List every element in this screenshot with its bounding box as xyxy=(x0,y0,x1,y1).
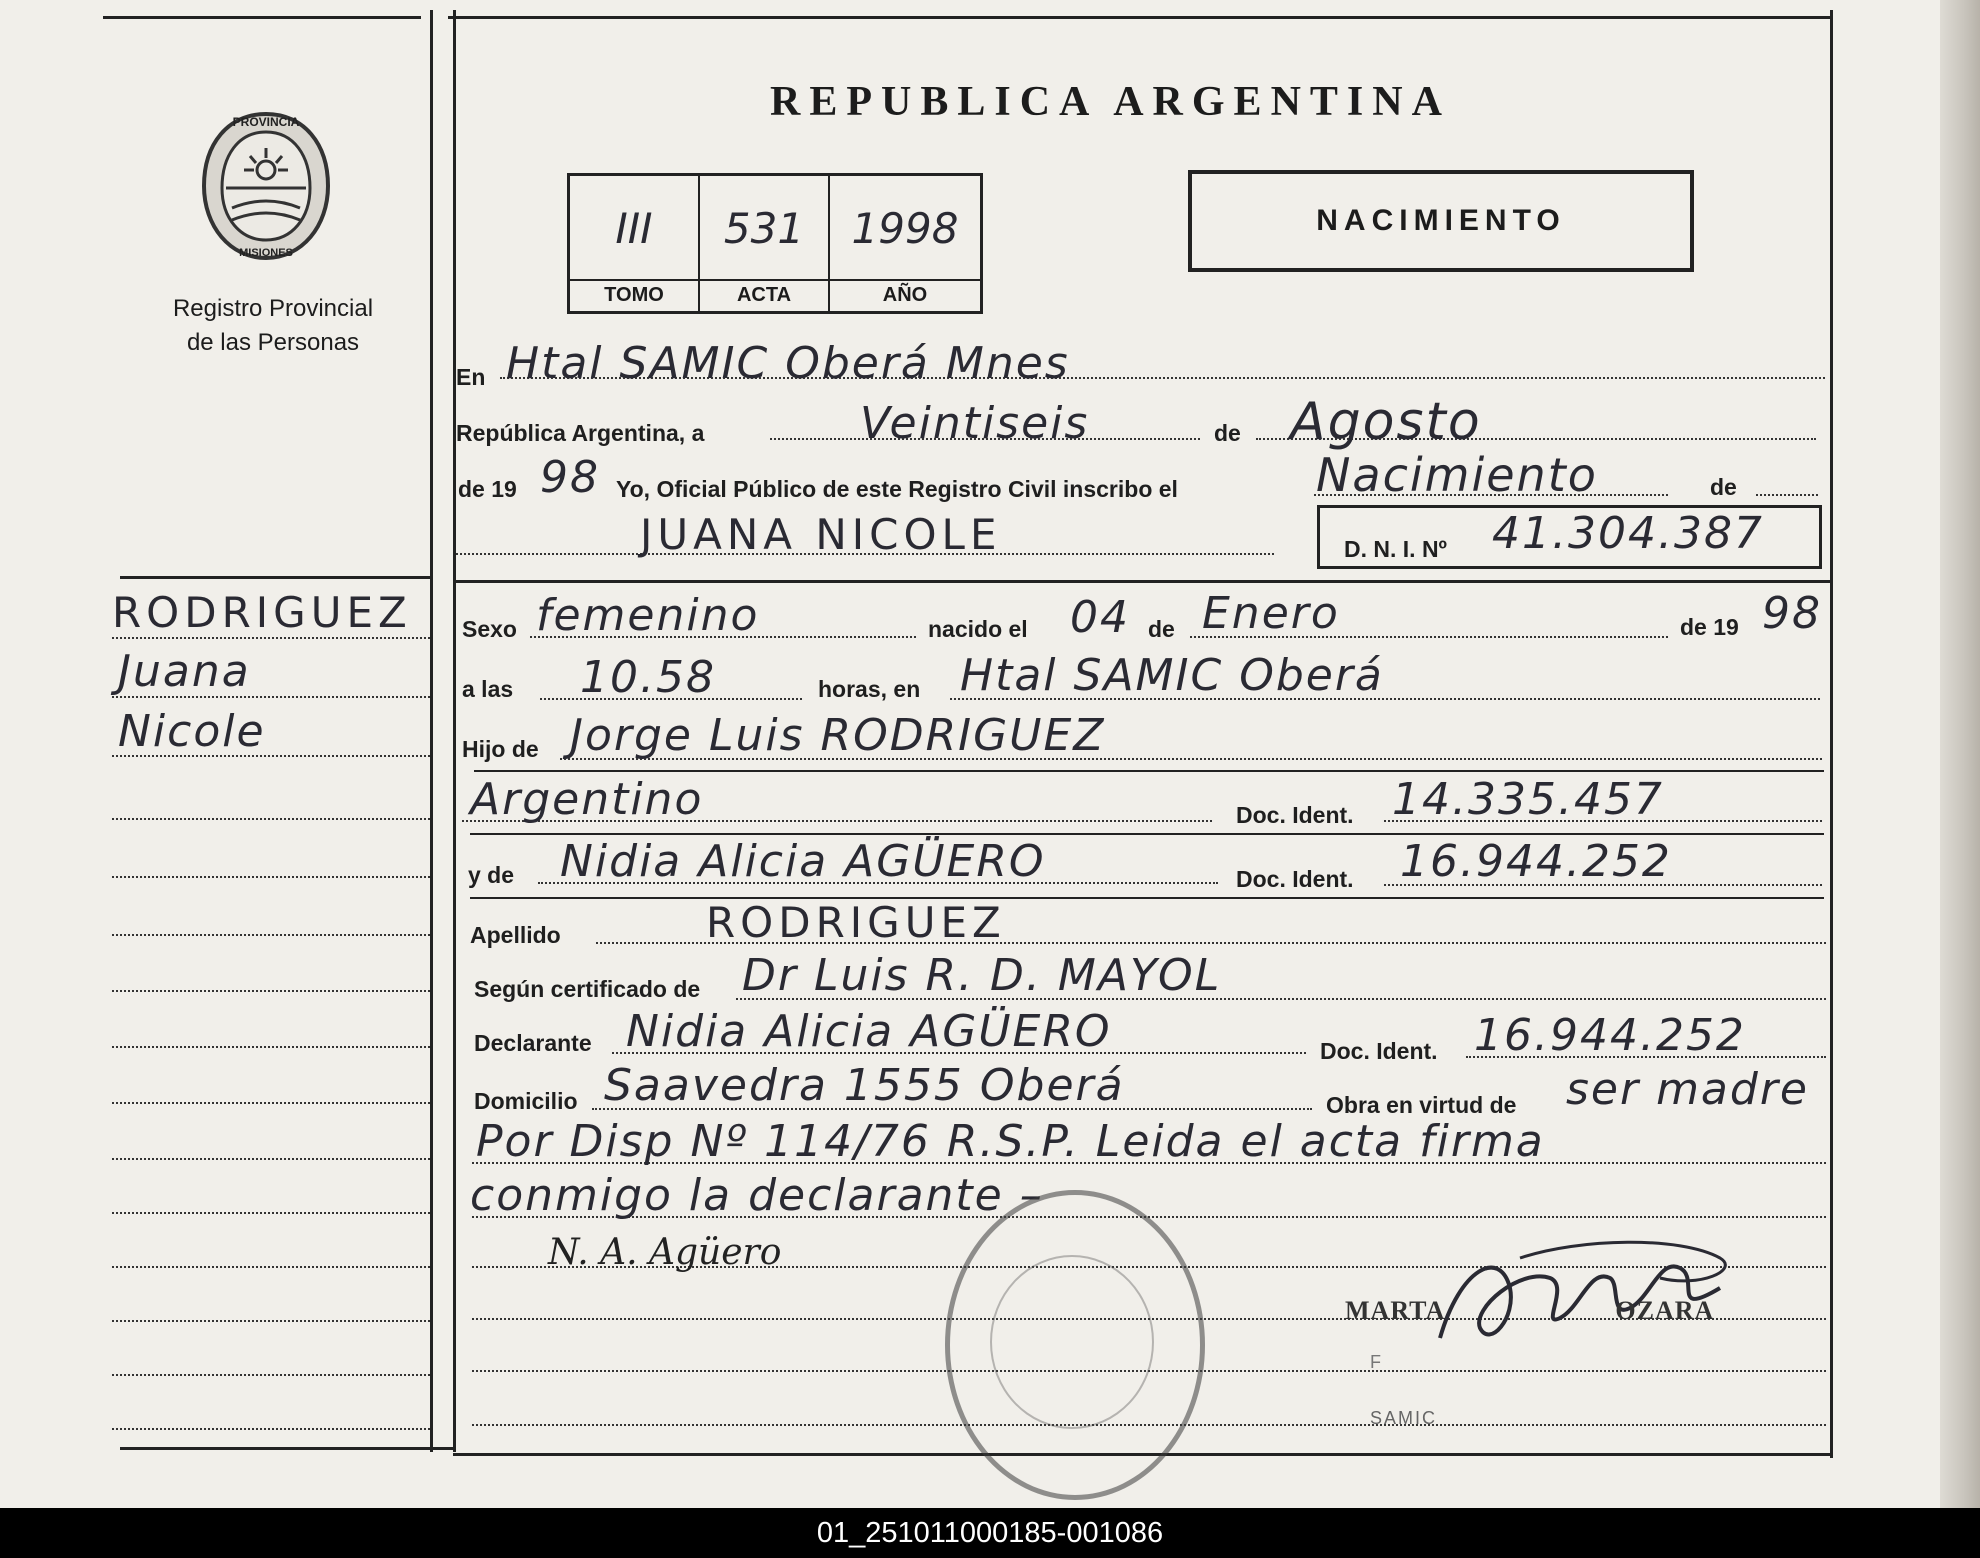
nationality-rule xyxy=(470,833,1824,835)
binding-edge xyxy=(1940,0,1980,1508)
tomo-label: TOMO xyxy=(604,284,664,306)
margin-line xyxy=(112,876,430,878)
yde-label: y de xyxy=(468,862,515,888)
child-name-value: JUANA NICOLE xyxy=(640,510,1002,559)
acta-label: ACTA xyxy=(736,284,792,306)
ano-value: 1998 xyxy=(851,204,959,253)
form-left-border xyxy=(453,10,456,1452)
document-title: REPUBLICA ARGENTINA xyxy=(770,79,1451,125)
de-label: de xyxy=(1214,420,1241,446)
nacido-label: nacido el xyxy=(928,616,1028,642)
act-value: Nacimiento xyxy=(1316,448,1598,502)
father-rule xyxy=(474,770,1824,772)
ano-label: AÑO xyxy=(882,284,928,306)
officer-name-part-1: MARTA xyxy=(1345,1296,1446,1325)
mother-value: Nidia Alicia AGÜERO xyxy=(560,836,1046,887)
declarante-label: Declarante xyxy=(474,1030,592,1056)
misiones-coat-of-arms-icon xyxy=(196,108,336,266)
dni-box xyxy=(1317,505,1822,569)
left-top-rule xyxy=(103,16,421,19)
margin-first-name: Juana xyxy=(118,646,251,697)
sexo-label: Sexo xyxy=(462,616,517,642)
margin-line xyxy=(112,1046,430,1048)
father-value: Jorge Luis RODRIGUEZ xyxy=(570,710,1106,761)
registry-line-2: de las Personas xyxy=(186,329,360,356)
remarks-line-1: Por Disp Nº 114/76 R.S.P. Leida el acta firma xyxy=(476,1116,1545,1167)
left-column-border xyxy=(430,10,433,1452)
month-value: Agosto xyxy=(1290,392,1482,452)
margin-line xyxy=(112,1428,430,1430)
certificate-value: Dr Luis R. D. MAYOL xyxy=(742,950,1222,1001)
margin-line xyxy=(112,1320,430,1322)
registry-name xyxy=(108,292,438,360)
de-label-2: de xyxy=(1710,474,1737,500)
republica-label: República Argentina, a xyxy=(456,420,705,446)
hour-value: 10.58 xyxy=(580,652,716,703)
margin-line xyxy=(112,1374,430,1376)
margin-line xyxy=(112,990,430,992)
svg-text:MISIONES: MISIONES xyxy=(239,247,293,259)
alas-label: a las xyxy=(462,676,514,702)
margin-line xyxy=(112,637,430,639)
en-label: En xyxy=(456,364,486,390)
form-right-border xyxy=(1830,10,1833,1458)
official-stamp xyxy=(945,1190,1205,1500)
yo-oficial-label: Yo, Oficial Público de este Registro Civil inscribo el xyxy=(616,476,1178,502)
book-reference-box xyxy=(567,173,983,314)
margin-line xyxy=(112,818,430,820)
birth-day-value: 04 xyxy=(1070,592,1130,643)
right-top-rule xyxy=(448,16,1830,19)
domicilio-value: Saavedra 1555 Oberá xyxy=(604,1060,1125,1111)
declarante-doc-value: 16.944.252 xyxy=(1474,1010,1746,1061)
apellido-value: RODRIGUEZ xyxy=(706,898,1006,947)
remarks-line-2: conmigo la declarante – xyxy=(470,1170,1044,1221)
ano-cell xyxy=(830,176,980,311)
birth-year-value: 98 xyxy=(1762,588,1822,639)
acta-cell xyxy=(700,176,830,311)
officer-place: SAMIC xyxy=(1370,1408,1438,1428)
mother-rule xyxy=(470,897,1824,899)
birth-month-value: Enero xyxy=(1202,588,1340,639)
stamp-inner-ring xyxy=(990,1255,1154,1429)
act-line xyxy=(1314,494,1668,496)
horas-label: horas, en xyxy=(818,676,921,702)
declarante-doc-label: Doc. Ident. xyxy=(1320,1038,1438,1064)
father-doc-value: 14.335.457 xyxy=(1392,774,1664,825)
acta-value: 531 xyxy=(723,204,805,253)
obra-label: Obra en virtud de xyxy=(1326,1092,1517,1118)
margin-line xyxy=(112,934,430,936)
de19-label-2: de 19 xyxy=(1680,614,1739,640)
father-doc-label: Doc. Ident. xyxy=(1236,802,1354,828)
margin-line xyxy=(112,1158,430,1160)
mother-doc-value: 16.944.252 xyxy=(1400,836,1672,887)
year-value: 98 xyxy=(540,452,600,503)
margin-surname: RODRIGUEZ xyxy=(112,588,412,637)
birth-place-value: Htal SAMIC Oberá xyxy=(960,650,1384,701)
domicilio-label: Domicilio xyxy=(474,1088,578,1114)
declarante-value: Nidia Alicia AGÜERO xyxy=(626,1006,1112,1057)
dni-label: D. N. I. Nº xyxy=(1344,536,1447,562)
image-id-caption: 01_251011000185-001086 xyxy=(0,1508,1980,1558)
registry-line-1: Registro Provincial xyxy=(172,295,374,322)
place-value: Htal SAMIC Oberá Mnes xyxy=(506,338,1070,389)
svg-text:PROVINCIA: PROVINCIA xyxy=(232,115,300,129)
margin-line xyxy=(112,1102,430,1104)
dni-value: 41.304.387 xyxy=(1492,508,1764,559)
margin-top-rule xyxy=(120,576,430,579)
de19-label: de 19 xyxy=(458,476,517,502)
mother-doc-label: Doc. Ident. xyxy=(1236,866,1354,892)
tomo-cell xyxy=(570,176,700,311)
act-line-end xyxy=(1756,494,1818,496)
margin-line xyxy=(112,1266,430,1268)
apellido-label: Apellido xyxy=(470,922,561,948)
declarant-signature: N. A. Agüero xyxy=(548,1232,782,1273)
officer-name-part-2: OZARA xyxy=(1615,1296,1715,1325)
officer-name xyxy=(1345,1296,1714,1326)
record-type-box: NACIMIENTO xyxy=(1188,170,1694,272)
left-bottom-rule xyxy=(120,1447,453,1450)
obra-value: ser madre xyxy=(1566,1064,1809,1115)
father-nationality-value: Argentino xyxy=(470,774,704,825)
officer-role: F xyxy=(1370,1352,1385,1372)
section-rule xyxy=(453,580,1830,583)
margin-line xyxy=(112,1212,430,1214)
day-value: Veintiseis xyxy=(860,398,1090,449)
segun-certificado-label: Según certificado de xyxy=(474,976,701,1002)
sexo-value: femenino xyxy=(536,590,760,641)
tomo-value: III xyxy=(615,204,653,253)
margin-second-name: Nicole xyxy=(118,706,266,757)
hijo-label: Hijo de xyxy=(462,736,539,762)
de-label-3: de xyxy=(1148,616,1175,642)
